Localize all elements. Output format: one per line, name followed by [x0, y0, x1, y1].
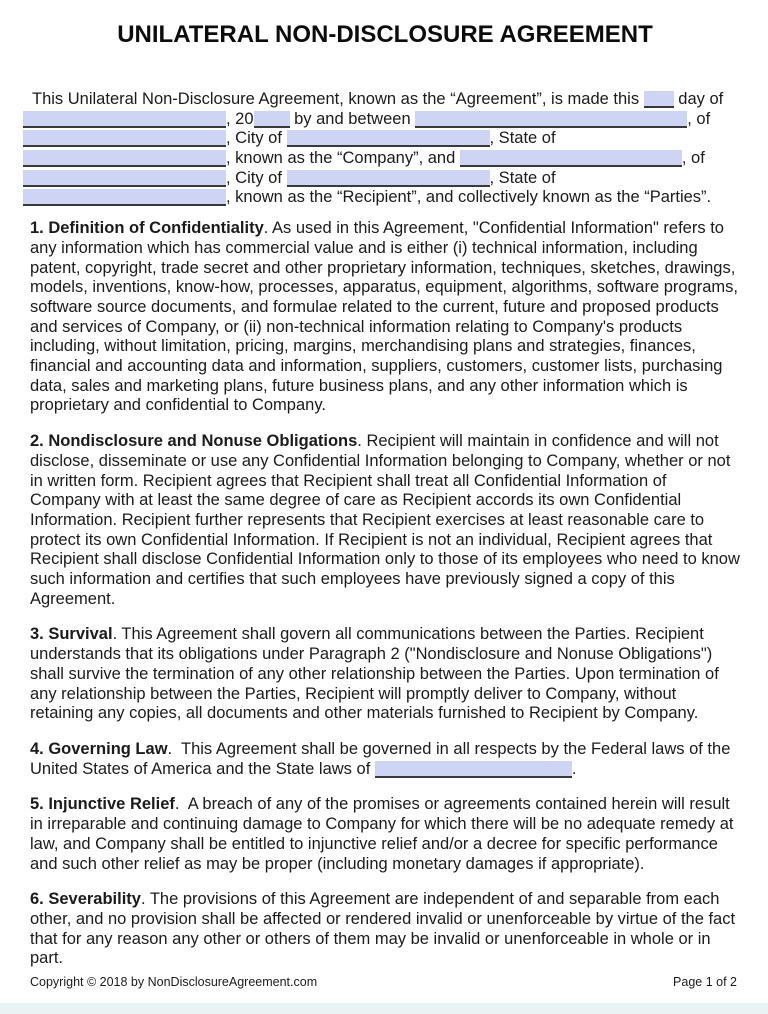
- section-heading: 2. Nondisclosure and Nonuse Obligations: [30, 432, 358, 451]
- fill-in-field-governing-state[interactable]: [375, 761, 572, 778]
- fill-in-field-company-address[interactable]: [23, 130, 226, 147]
- intro-line: This Unilateral Non-Disclosure Agreement, known as the “Agreement”, is made this day of: [32, 90, 724, 108]
- paragraph-1: 1. Definition of Confidentiality. As used in this Agreement, "Confidential Information" refers to any information which has commercial value and is either (i) technical information, including patent, copyright, trade secret and other proprietary information, techniques, sketches, drawings, models, inventions, know-how, processes, apparatus, equipment, algorithms, software programs, software source documents, and formulae related to the current, future and proposed products and services of Company, or (ii) non-technical information relating to Company's products including, without limitation, pricing, margins, merchandising plans and strategies, finances, financial and accounting data and information, suppliers, customers, customer lists, purchasing data, sales and marketing plans, future business plans, and any other information which is proprietary and confidential to Company.: [30, 219, 743, 415]
- section-heading: 5. Injunctive Relief: [30, 795, 175, 814]
- section-heading: 4. Governing Law: [30, 740, 168, 758]
- fill-in-field-recipient-name[interactable]: [460, 150, 682, 167]
- fill-in-field-recipient-address[interactable]: [23, 170, 226, 187]
- page-bottom-strip: [0, 1003, 768, 1014]
- fill-in-field-company-state[interactable]: [23, 150, 226, 167]
- fill-in-field-recipient-city[interactable]: [287, 170, 490, 187]
- fill-in-field-year[interactable]: [254, 111, 290, 128]
- document-title: UNILATERAL NON-DISCLOSURE AGREEMENT: [117, 21, 653, 48]
- intro-line: , 20 by and between , of: [23, 110, 740, 130]
- paragraph-2: 2. Nondisclosure and Nonuse Obligations. Recipient will maintain in confidence and will not disclose, disseminate or use any Confidential Information belonging to Company, whether or not in written form. Recipient agrees that Recipient shall treat all Confidential Information of Company with at least the same degree of care as Recipient accords its own Confidential Information. Recipient further represents that Recipient exercises at least reasonable care to protect its own Confidential Information. If Recipient is not an individual, Recipient agrees that Recipient shall disclose Confidential Information only to those of its employees who need to know such information and certifies that such employees have previously signed a copy of this Agreement.: [30, 432, 745, 608]
- intro-paragraph: [23, 90, 740, 208]
- paragraph-5: 5. Injunctive Relief. A breach of any of the promises or agreements contained herein will result in irreparable and continuing damage to Company for which there will be no adequate remedy at law, and Company shall be entitled to injunctive relief and/or a decree for specific performance and such other relief as may be proper (including monetary damages if appropriate).: [30, 795, 739, 873]
- intro-line: , City of , State of: [23, 169, 740, 189]
- body-paragraphs: [30, 219, 745, 969]
- paragraph-6: 6. Severability. The provisions of this Agreement are independent of and separable from each other, and no provision shall be affected or rendered invalid or unenforceable by virtue of the fact that for any reason any other or others of them may be invalid or unenforceable in whole or in part.: [30, 890, 740, 968]
- fill-in-field-day[interactable]: [644, 91, 674, 108]
- paragraph-3: 3. Survival. This Agreement shall govern all communications between the Parties. Recipient understands that its obligations under Paragraph 2 ("Nondisclosure and Nonuse Obligations") shall survive the termination of any other relationship between the Parties. Upon termination of any relationship between the Parties, Recipient will promptly deliver to Company, without retaining any copies, all documents and other materials furnished to Recipient by Company.: [30, 625, 724, 723]
- page-footer: [30, 975, 737, 989]
- fill-in-field-month[interactable]: [23, 111, 226, 128]
- fill-in-field-company-city[interactable]: [287, 130, 490, 147]
- intro-line: , known as the “Company”, and , of: [23, 149, 740, 169]
- section-heading: 1. Definition of Confidentiality: [30, 219, 264, 238]
- fill-in-field-recipient-state[interactable]: [23, 189, 226, 206]
- section-heading: 6. Severability: [30, 890, 141, 909]
- paragraph-4: 4. Governing Law. This Agreement shall be governed in all respects by the Federal laws of the United States of America and the State laws of .: [30, 740, 735, 778]
- page-indicator: Page 1 of 2: [673, 975, 737, 989]
- intro-line: , City of , State of: [23, 129, 740, 149]
- fill-in-field-company-name[interactable]: [415, 111, 687, 128]
- section-heading: 3. Survival: [30, 625, 113, 644]
- copyright-text: Copyright © 2018 by NonDisclosureAgreement.com: [30, 975, 318, 989]
- intro-line: , known as the “Recipient”, and collectively known as the “Parties”.: [23, 188, 740, 208]
